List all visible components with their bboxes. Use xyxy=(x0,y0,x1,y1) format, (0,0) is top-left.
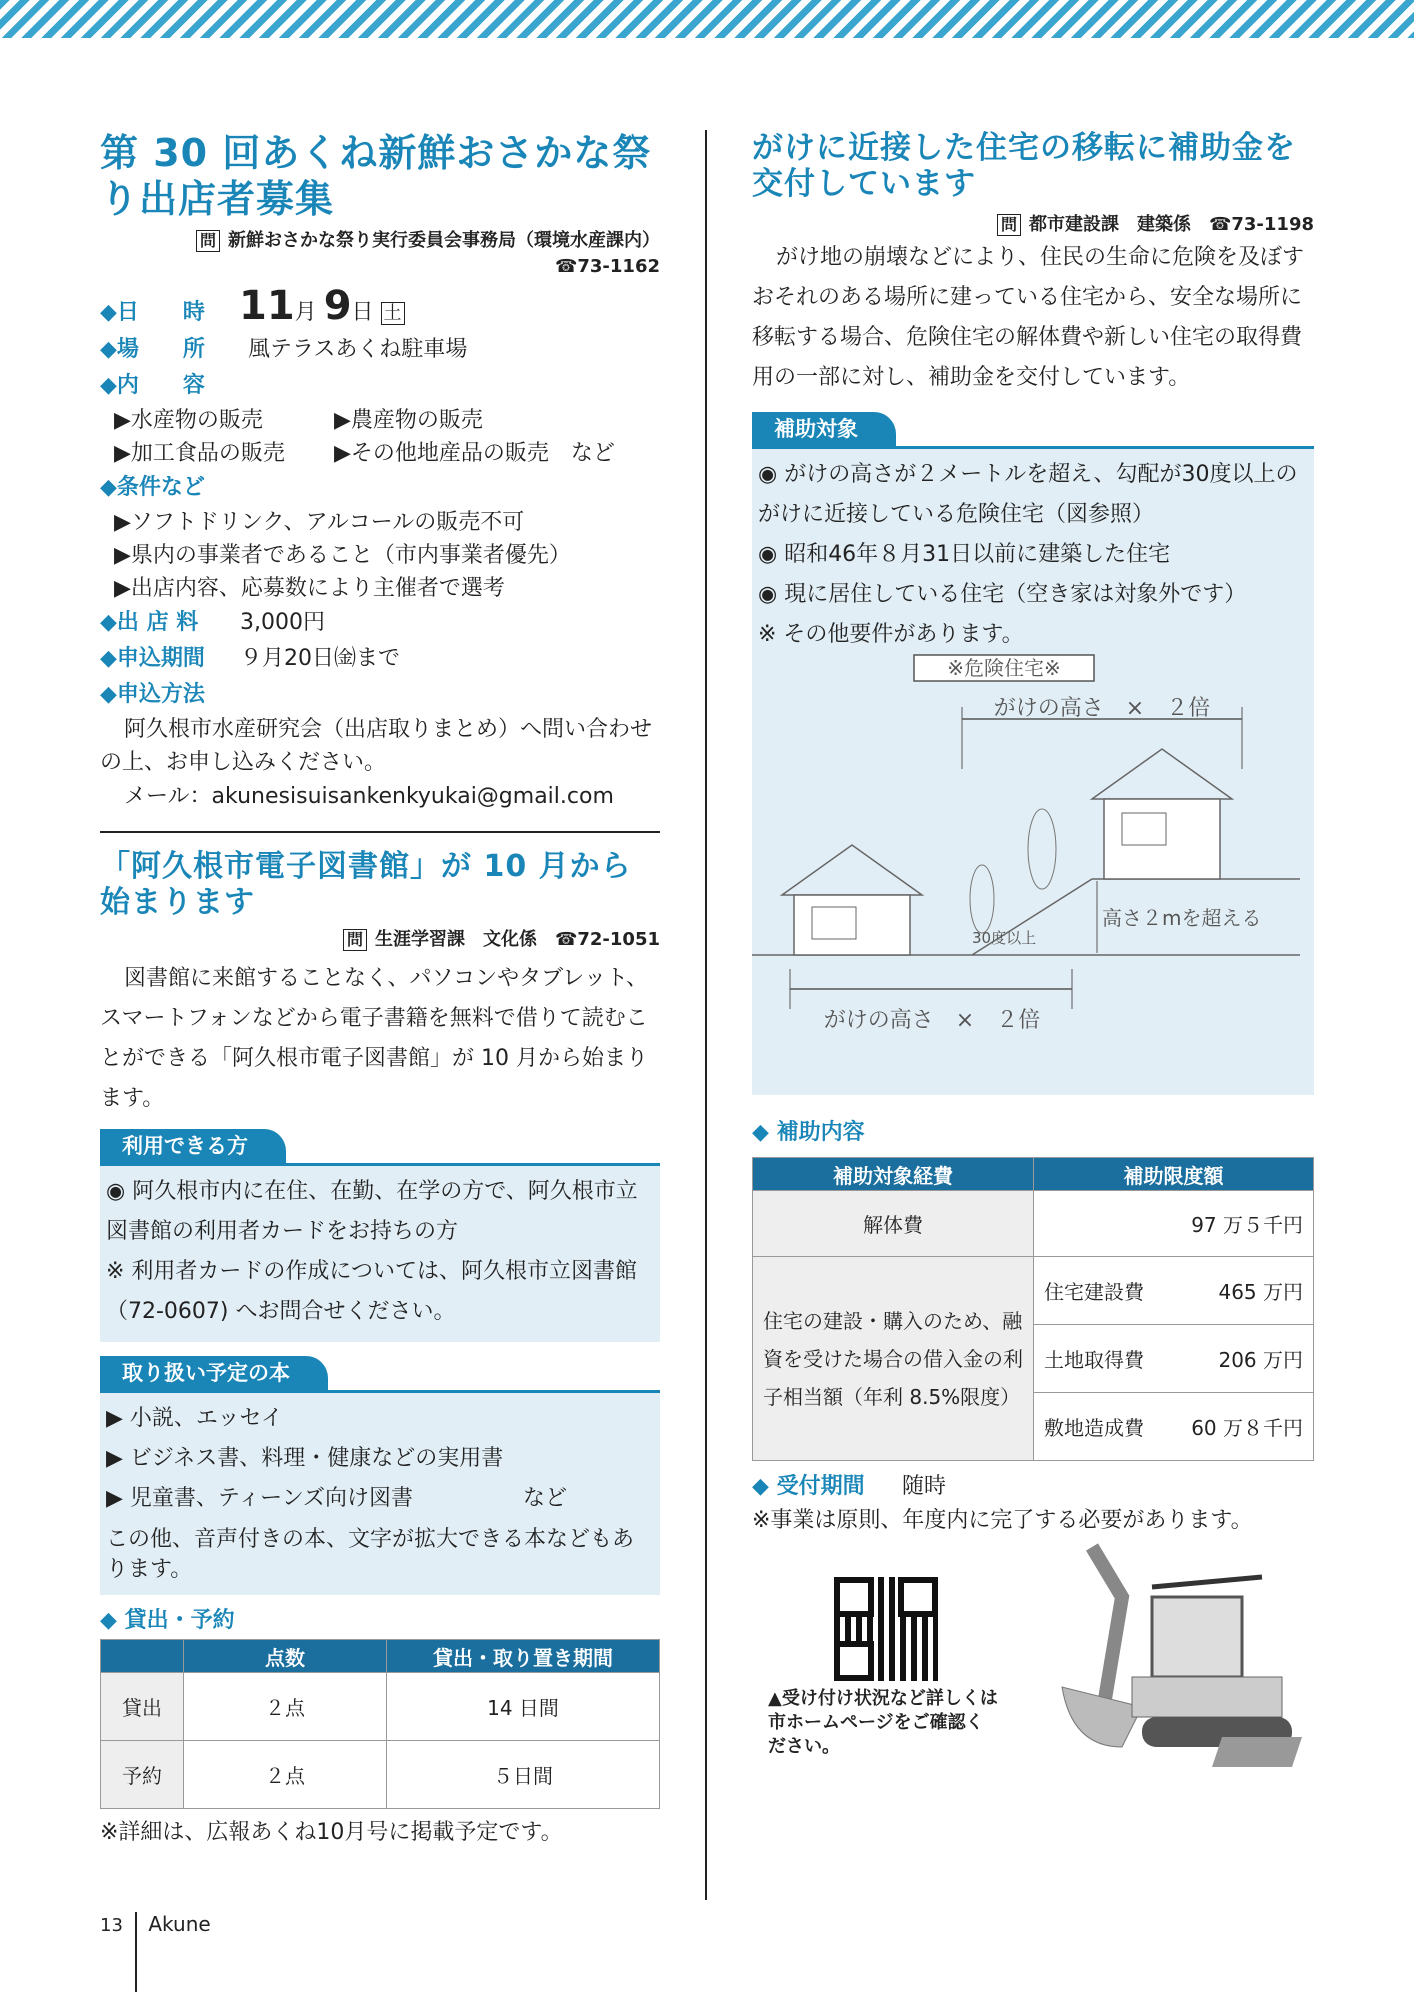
left-column xyxy=(100,130,660,1853)
loan-note: ※詳細は、広報あくね10月号に掲載予定です。 xyxy=(100,1820,563,1845)
table-cell: 住宅の建設・購入のため、融資を受けた場合の借入金の利子相当額（年利 8.5%限度） xyxy=(753,1257,1034,1461)
users-note: ※ 利用者カードの作成については、阿久根市立図書館（72-0607) へお問合せください。 xyxy=(106,1259,637,1324)
users-box xyxy=(100,1166,660,1342)
target-note: ※ その他要件があります。 xyxy=(758,622,1024,647)
fee-label: ◆出 店 料 xyxy=(100,610,199,635)
article2-inquiry xyxy=(100,927,660,953)
excavator-image xyxy=(1032,1537,1302,1797)
angle-label: 30度以上 xyxy=(972,929,1037,947)
cond-row xyxy=(100,470,660,506)
content-label: ◆内 容 xyxy=(100,373,205,398)
inquiry-tel: ☎73-1198 xyxy=(1208,214,1314,235)
period-label: ◆申込期間 xyxy=(100,646,205,671)
target-label: 補助対象 xyxy=(752,412,896,446)
list-item: ▶ ビジネス書、料理・健康などの実用書 xyxy=(106,1446,504,1471)
cond-label: ◆条件など xyxy=(100,475,205,500)
inquiry-org: 新鮮おさかな祭り実行委員会事務局（環境水産課内） xyxy=(228,230,660,251)
article3-inquiry xyxy=(752,212,1314,238)
inquiry-tag: 問 xyxy=(997,214,1021,236)
subsidy-table xyxy=(752,1157,1314,1461)
content-row xyxy=(752,1115,1314,1151)
list-item: ▶農産物の販売 xyxy=(334,408,483,433)
date-label: ◆日 時 xyxy=(100,300,205,325)
table-cell: 14 日間 xyxy=(387,1673,660,1741)
inquiry-org: 生涯学習課 文化係 xyxy=(374,929,537,950)
target-band xyxy=(752,412,1314,449)
loan-label: ◆ 貸出・予約 xyxy=(100,1608,235,1633)
table-cell: 206 万円 xyxy=(1166,1325,1313,1393)
column-divider xyxy=(705,130,707,1900)
method-label: ◆申込方法 xyxy=(100,682,205,707)
list-item: ▶加工食品の販売 xyxy=(114,441,285,466)
users-band xyxy=(100,1129,660,1166)
inquiry-tag: 問 xyxy=(343,929,367,951)
table-cell: 465 万円 xyxy=(1166,1257,1313,1325)
list-item: ▶ 小説、エッセイ xyxy=(106,1406,283,1431)
loan-table xyxy=(100,1639,660,1809)
weekday-box: 土 xyxy=(381,302,405,325)
books-box xyxy=(100,1393,660,1595)
table-cell: 住宅建設費 xyxy=(1034,1257,1167,1325)
diagram-title: ※危険住宅※ xyxy=(947,656,1061,680)
table-cell: 敷地造成費 xyxy=(1034,1393,1167,1461)
table-header: 補助限度額 xyxy=(1034,1158,1314,1191)
inquiry-tel: ☎72-1051 xyxy=(554,929,660,950)
section-divider xyxy=(100,831,660,833)
list-item: ▶県内の事業者であること（市内事業者優先） xyxy=(114,543,571,568)
list-item: ▶ 児童書、ティーンズ向け図書 など xyxy=(106,1486,568,1511)
right-column xyxy=(752,130,1314,1797)
period-row xyxy=(100,641,660,677)
place-label: ◆場 所 xyxy=(100,337,205,362)
target-item: ◉ 現に居住している住宅（空き家は対象外です） xyxy=(758,582,1247,607)
period-value: ９月20日㈮まで xyxy=(240,646,400,671)
qr-section xyxy=(752,1537,1314,1797)
users-item: ◉ 阿久根市内に在住、在勤、在学の方で、阿久根市立図書館の利用者カードをお持ちの方 xyxy=(106,1179,638,1244)
article2-title: 「阿久根市電子図書館」が 10 月から始まります xyxy=(100,849,632,920)
brand-name: Akune xyxy=(148,1912,211,1936)
completion-note: ※事業は原則、年度内に完了する必要があります。 xyxy=(752,1508,1253,1533)
content-row xyxy=(100,368,660,404)
method-text: 阿久根市水産研究会（出店取りまとめ）へ問い合わせの上、お申し込みください。 xyxy=(100,717,653,775)
table-header: 補助対象経費 xyxy=(753,1158,1034,1191)
target-item: ◉ 昭和46年８月31日以前に建築した住宅 xyxy=(758,542,1171,567)
diagram-bottom-label: がけの高さ × ２倍 xyxy=(823,1008,1041,1033)
contact-email[interactable]: メール：akunesisuisankenkyukai@gmail.com xyxy=(124,784,614,809)
list-item: ▶その他地産品の販売 など xyxy=(334,441,615,466)
list-item: ▶ソフトドリンク、アルコールの販売不可 xyxy=(114,510,525,535)
target-box xyxy=(752,449,1314,1095)
accept-row xyxy=(752,1469,1314,1505)
books-label: 取り扱い予定の本 xyxy=(100,1356,328,1390)
fee-value: 3,000円 xyxy=(240,610,325,635)
table-cell: ２点 xyxy=(184,1741,387,1809)
inquiry-tel: ☎73-1162 xyxy=(554,256,660,277)
date-month: 11 xyxy=(239,283,295,329)
method-row xyxy=(100,677,660,713)
table-header: 貸出・取り置き期間 xyxy=(387,1640,660,1673)
table-header: 点数 xyxy=(184,1640,387,1673)
table-header xyxy=(101,1640,184,1673)
height-label: 高さ２mを超える xyxy=(1102,906,1262,930)
article2-body: 図書館に来館することなく、パソコンやタブレット、スマートフォンなどから電子書籍を無料で借りて読むことができる「阿久根市電子図書館」が 10 月から始まります。 xyxy=(100,966,649,1111)
article3-title: がけに近接した住宅の移転に補助金を交付しています xyxy=(752,130,1296,202)
article3-body: がけ地の崩壊などにより、住民の生命に危険を及ぼすおそれのある場所に建っている住宅から、安全な場所に移転する場合、危険住宅の解体費や新しい住宅の取得費用の一部に対し、補助金を交付しています。 xyxy=(752,245,1305,390)
table-cell: 土地取得費 xyxy=(1034,1325,1167,1393)
place-row xyxy=(100,332,660,368)
article1-title: 第 30 回あくね新鮮おさかな祭り出店者募集 xyxy=(100,131,652,221)
accept-value: 随時 xyxy=(902,1474,947,1499)
table-cell: 予約 xyxy=(101,1741,184,1809)
accept-label: ◆ 受付期間 xyxy=(752,1474,865,1499)
month-unit: 月 xyxy=(294,300,317,325)
list-item: ▶水産物の販売 xyxy=(114,408,263,433)
table-cell: 解体費 xyxy=(753,1191,1034,1257)
table-cell: 60 万８千円 xyxy=(1166,1393,1313,1461)
books-band xyxy=(100,1356,660,1393)
content-list xyxy=(100,404,660,470)
diagram-top-label: がけの高さ × ２倍 xyxy=(993,696,1211,721)
header-stripes xyxy=(0,0,1414,38)
page-number: 13 xyxy=(100,1915,123,1936)
inquiry-tag: 問 xyxy=(196,230,220,252)
target-item: ◉ がけの高さが２メートルを超え、勾配が30度以上のがけに近接している危険住宅（図参照） xyxy=(758,462,1298,527)
books-note: この他、音声付きの本、文字が拡大できる本などもあります。 xyxy=(106,1527,635,1582)
article1-inquiry xyxy=(100,228,660,280)
page-footer xyxy=(100,1912,211,1992)
inquiry-org: 都市建設課 建築係 xyxy=(1028,214,1191,235)
date-row xyxy=(100,283,660,332)
footer-rule xyxy=(135,1912,137,1992)
cond-list xyxy=(100,506,660,605)
loan-row xyxy=(100,1603,660,1639)
users-label: 利用できる方 xyxy=(100,1129,286,1163)
table-cell: 97 万５千円 xyxy=(1034,1191,1314,1257)
date-day: 9 xyxy=(323,283,352,329)
table-cell: 貸出 xyxy=(101,1673,184,1741)
qr-caption: ▲受け付け状況など詳しくは市ホームページをご確認ください。 xyxy=(768,1688,998,1757)
list-item: ▶出店内容、応募数により主催者で選考 xyxy=(114,576,505,601)
table-cell: ２点 xyxy=(184,1673,387,1741)
place-value: 風テラスあくね駐車場 xyxy=(248,337,468,362)
day-unit: 日 xyxy=(351,300,374,325)
table-cell: ５日間 xyxy=(387,1741,660,1809)
fee-row xyxy=(100,605,660,641)
content-label: ◆ 補助内容 xyxy=(752,1120,865,1145)
hazard-diagram xyxy=(752,649,1300,1089)
qr-code-icon[interactable] xyxy=(834,1577,938,1681)
